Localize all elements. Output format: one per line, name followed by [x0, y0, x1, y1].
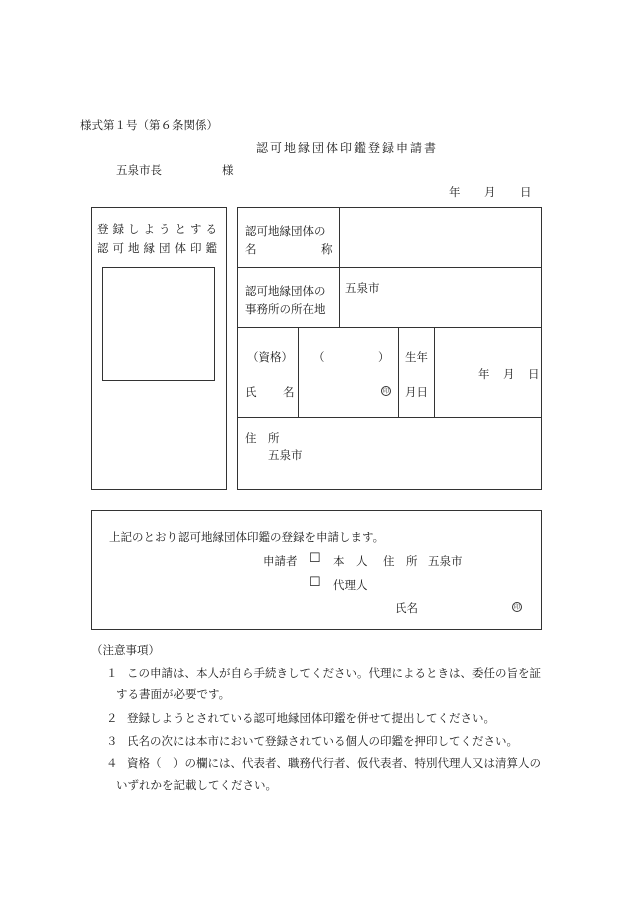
honorific: 様: [222, 163, 234, 177]
self-checkbox[interactable]: ☐: [309, 551, 321, 566]
office-address-field[interactable]: 五泉市: [345, 281, 380, 295]
name-seal-mark: 印: [382, 388, 389, 395]
applicant-seal-mark: 印: [513, 604, 520, 611]
representative-name-field[interactable]: [302, 376, 372, 400]
org-name-field[interactable]: [342, 210, 539, 264]
org-name-label-line2b: 称: [321, 242, 333, 256]
note-number: ２: [106, 711, 118, 725]
note-text-continued: する書面が必要です。: [116, 687, 231, 701]
name-label-a: 氏: [245, 385, 257, 399]
notes-heading: （注意事項）: [91, 643, 160, 657]
birth-label-line2: 月日: [405, 385, 428, 399]
qualification-open-paren: （: [313, 350, 325, 364]
table-divider: [237, 267, 542, 268]
birth-date-field[interactable]: 年 月 日: [478, 367, 541, 381]
date-day: 日: [520, 185, 532, 199]
applicant-label: 申請者: [263, 554, 298, 568]
applicant-address-field[interactable]: 五泉市: [428, 554, 463, 568]
table-divider: [398, 327, 399, 417]
form-number: 様式第１号（第６条関係）: [80, 118, 218, 132]
table-divider: [237, 417, 542, 418]
addressee: 五泉市長: [116, 163, 162, 177]
seal-impression-area[interactable]: [102, 267, 215, 381]
address-label: 住 所: [245, 431, 280, 445]
table-divider: [298, 327, 299, 417]
qualification-field[interactable]: [330, 346, 374, 364]
note-text: 資格（ ）の欄には、代表者、職務代行者、仮代表者、特別代理人又は清算人の: [127, 756, 541, 770]
note-text: 氏名の次には本市において登録されている個人の印鑑を押印してください。: [127, 734, 518, 748]
application-statement: 上記のとおり認可地縁団体印鑑の登録を申請します。: [109, 530, 385, 544]
note-text: この申請は、本人が自ら手続きしてください。代理によるときは、委任の旨を証: [127, 666, 541, 680]
office-label-line1: 認可地縁団体の: [245, 284, 326, 298]
note-number: ４: [106, 756, 118, 770]
applicant-address-label: 住 所: [383, 554, 418, 568]
seal-box-label-line1: 登録しようとする: [97, 222, 221, 236]
applicant-name-label: 氏名: [395, 601, 418, 615]
org-name-label-line1: 認可地縁団体の: [245, 224, 326, 238]
seal-box-label-line2: 認可地縁団体印鑑: [97, 241, 221, 255]
self-label: 本 人: [333, 554, 368, 568]
qualification-label: （資格）: [247, 350, 293, 364]
date-year: 年: [449, 185, 461, 199]
proxy-checkbox[interactable]: ☐: [309, 575, 321, 590]
date-month: 月: [484, 185, 496, 199]
applicant-name-field[interactable]: [425, 596, 505, 616]
office-label-line2: 事務所の所在地: [245, 302, 326, 316]
birth-label-line1: 生年: [405, 350, 428, 364]
name-label-b: 名: [283, 385, 295, 399]
address-field[interactable]: 五泉市: [268, 448, 303, 462]
qualification-close-paren: ）: [378, 350, 390, 364]
table-divider: [339, 207, 340, 327]
note-number: ３: [106, 734, 118, 748]
table-divider: [237, 327, 542, 328]
note-text-continued: いずれかを記載してください。: [116, 778, 277, 792]
form-title: 認可地縁団体印鑑登録申請書: [256, 141, 439, 155]
note-text: 登録しようとされている認可地縁団体印鑑を併せて提出してください。: [127, 711, 495, 725]
note-number: １: [106, 666, 118, 680]
org-name-label-line2a: 名: [245, 242, 257, 256]
table-divider: [434, 327, 435, 417]
proxy-label: 代理人: [333, 578, 368, 592]
